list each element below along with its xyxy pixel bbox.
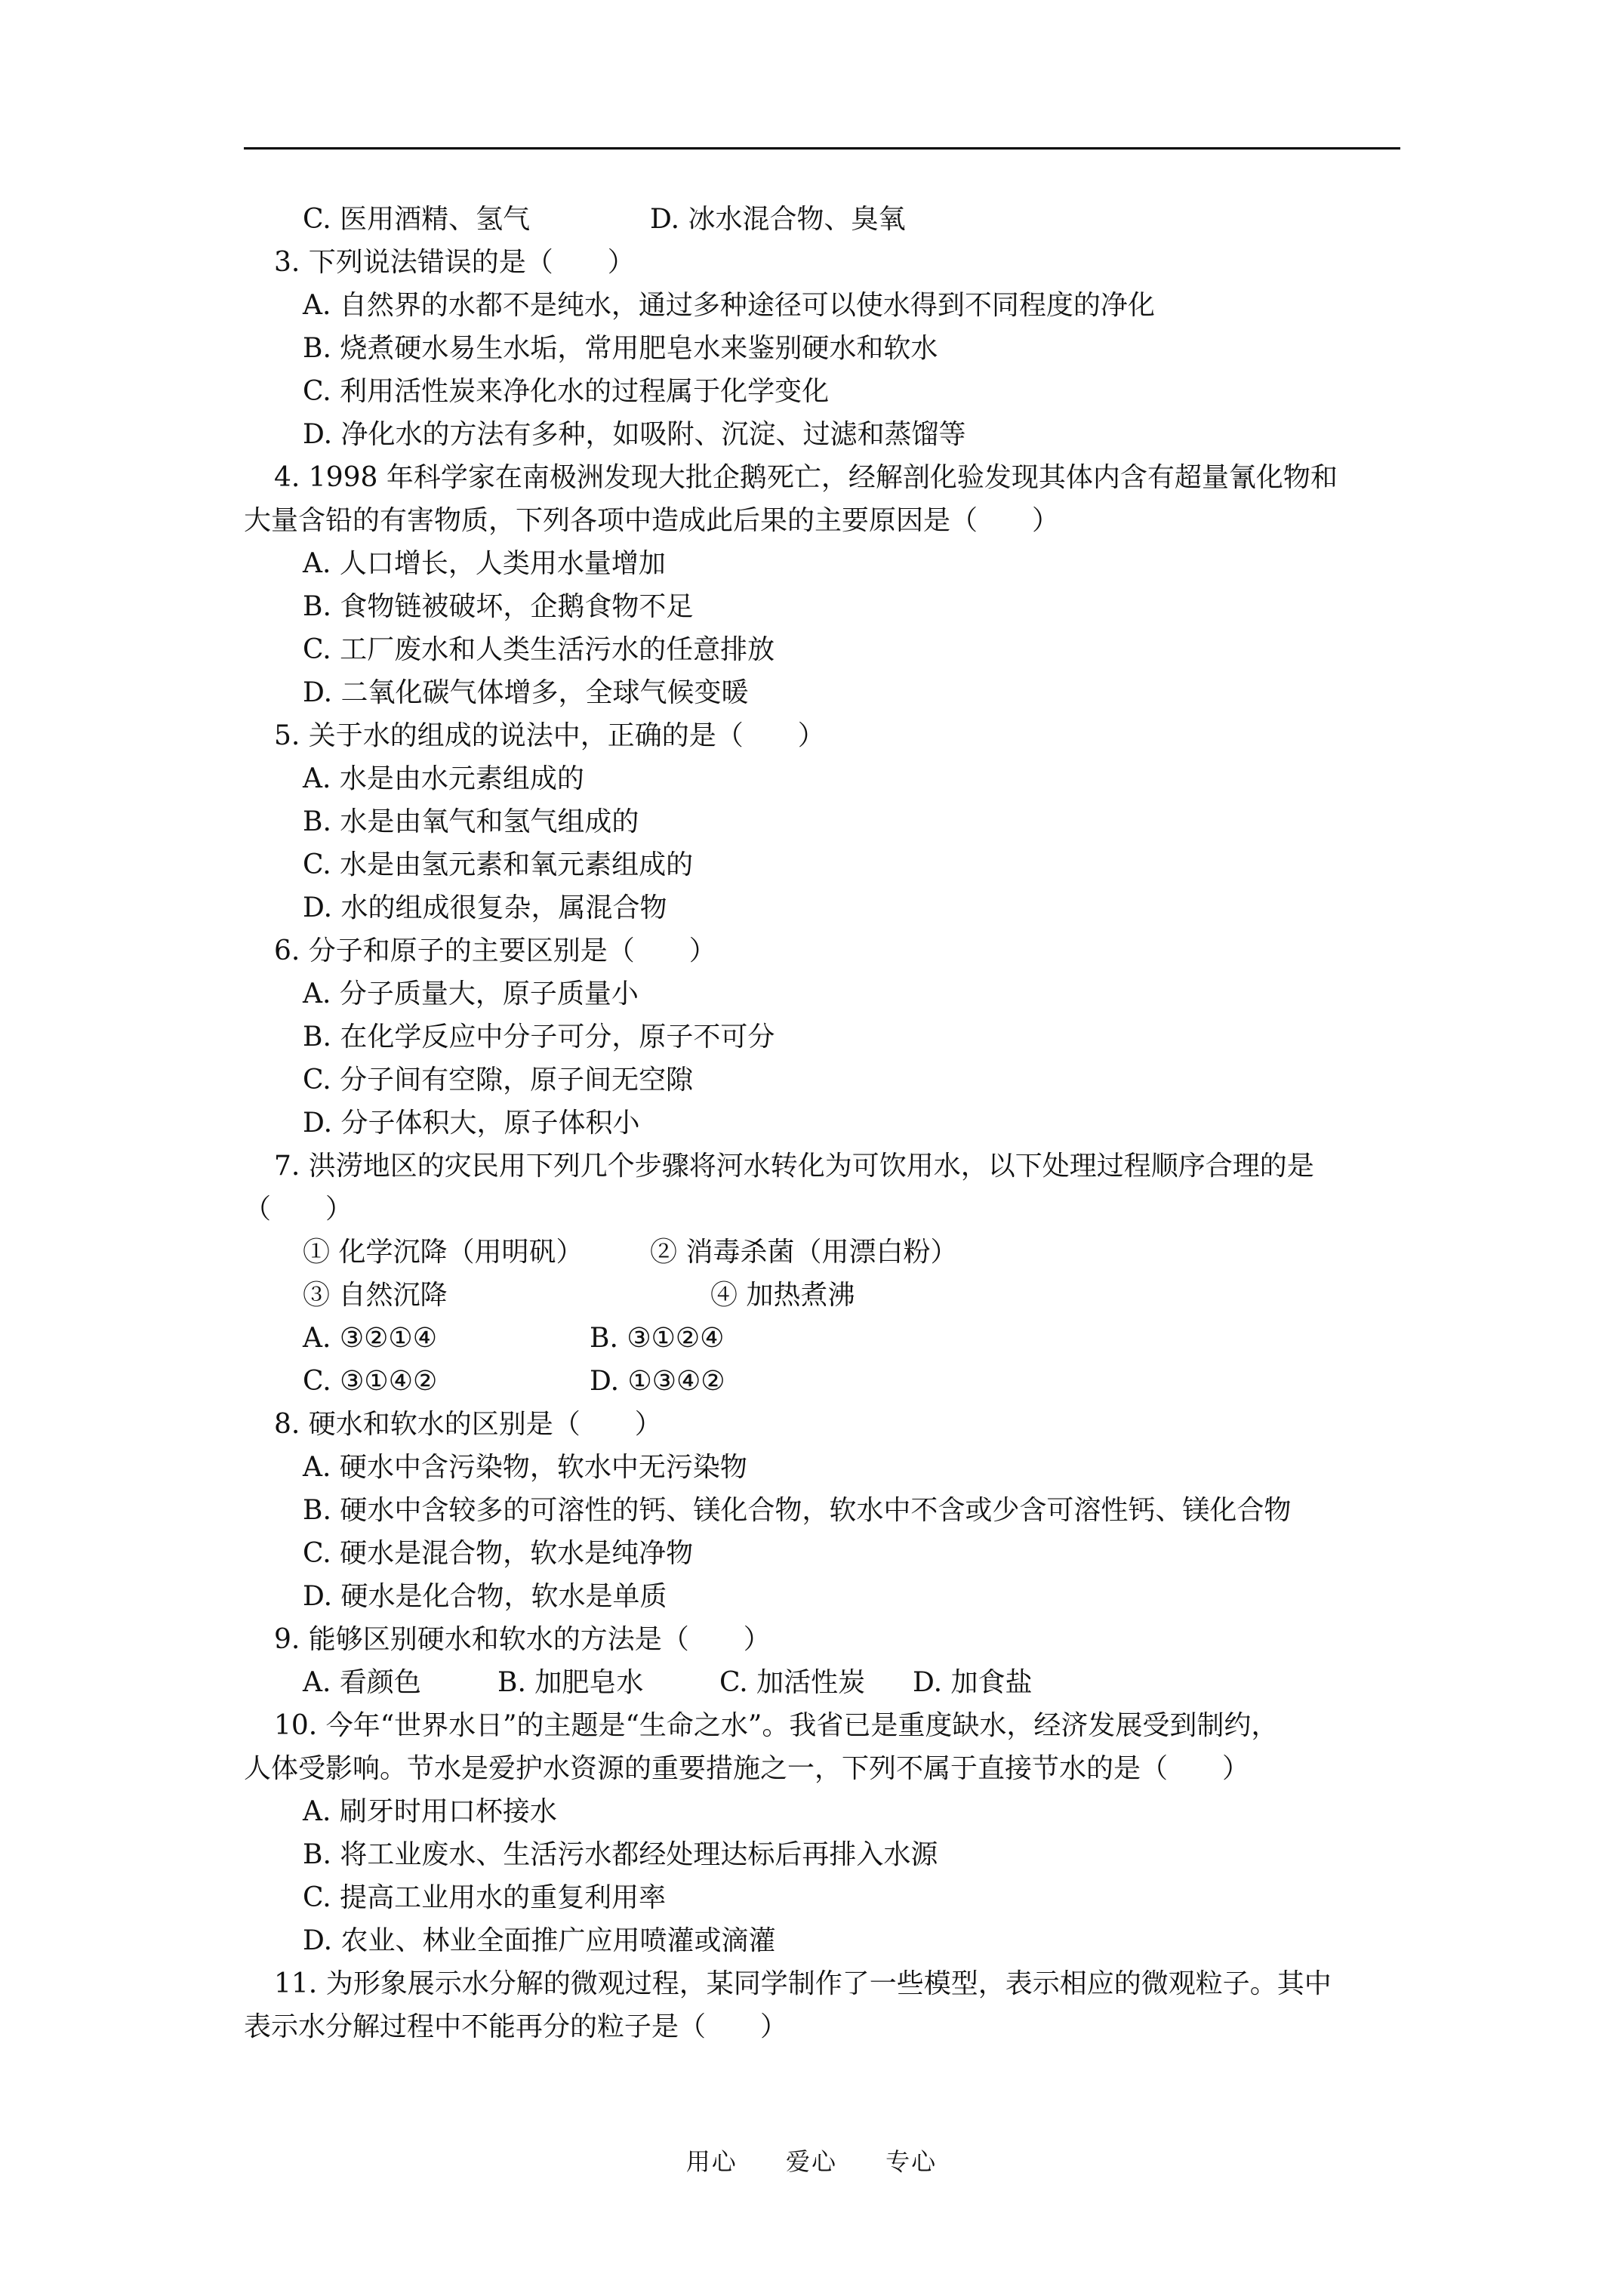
q11-stem-line2: 表示水分解过程中不能再分的粒子是（ ） [244, 2011, 788, 2042]
footer-word-3: 专心 [885, 2147, 938, 2176]
q7-option-c: C. ③①④② [303, 1366, 438, 1397]
q6-option-d: D. 分子体积大，原子体积小 [303, 1108, 640, 1139]
q7-stem-line2: （ ） [244, 1194, 353, 1225]
page-footer [0, 2143, 1623, 2177]
q8-option-c: C. 硬水是混合物，软水是纯净物 [303, 1538, 694, 1569]
q9-stem: 9. 能够区别硬水和软水的方法是（ ） [274, 1624, 771, 1655]
q7-stem-line1: 7. 洪涝地区的灾民用下列几个步骤将河水转化为可饮用水，以下处理过程顺序合理的是 [274, 1151, 1314, 1182]
q10-option-c: C. 提高工业用水的重复利用率 [303, 1882, 667, 1913]
q5-option-a: A. 水是由水元素组成的 [303, 763, 584, 794]
q10-stem-line1: 10. 今年“世界水日”的主题是“生命之水”。我省已是重度缺水，经济发展受到制约， [274, 1710, 1279, 1741]
q9-option-d: D. 加食盐 [913, 1667, 1033, 1698]
q8-option-b: B. 硬水中含较多的可溶性的钙、镁化合物，软水中不含或少含可溶性钙、镁化合物 [303, 1495, 1292, 1526]
q6-option-b: B. 在化学反应中分子可分，原子不可分 [303, 1022, 775, 1052]
q9-option-a: A. 看颜色 [303, 1667, 421, 1698]
question-sheet [244, 198, 1400, 2048]
footer-word-1: 用心 [685, 2147, 738, 2176]
q4-option-b: B. 食物链被破坏，企鹅食物不足 [303, 591, 694, 622]
q5-stem: 5. 关于水的组成的说法中，正确的是（ ） [274, 720, 825, 751]
q3-stem: 3. 下列说法错误的是（ ） [274, 247, 635, 278]
q6-option-c: C. 分子间有空隙，原子间无空隙 [303, 1065, 694, 1096]
q4-option-d: D. 二氧化碳气体增多，全球气候变暖 [303, 677, 749, 708]
q2-option-d: D. 冰水混合物、臭氧 [650, 204, 906, 235]
q10-option-d: D. 农业、林业全面推广应用喷灌或滴灌 [303, 1925, 776, 1956]
q5-option-d: D. 水的组成很复杂，属混合物 [303, 892, 667, 923]
q3-option-a: A. 自然界的水都不是纯水，通过多种途径可以使水得到不同程度的净化 [303, 290, 1155, 321]
header-rule [244, 147, 1400, 149]
q11-stem-line1: 11. 为形象展示水分解的微观过程，某同学制作了一些模型，表示相应的微观粒子。其中 [274, 1968, 1332, 1999]
q6-option-a: A. 分子质量大，原子质量小 [303, 978, 639, 1009]
q7-options-cd [244, 1360, 1400, 1403]
q3-option-d: D. 净化水的方法有多种，如吸附、沉淀、过滤和蒸馏等 [303, 419, 966, 450]
q7-step-3: ③ 自然沉降 [303, 1280, 448, 1311]
q2-option-c: C. 医用酒精、氢气 [303, 204, 531, 235]
q9-options [244, 1661, 1400, 1704]
footer-word-2: 爱心 [785, 2147, 837, 2176]
q6-stem: 6. 分子和原子的主要区别是（ ） [274, 935, 716, 966]
q8-stem: 8. 硬水和软水的区别是（ ） [274, 1409, 662, 1440]
q8-option-d: D. 硬水是化合物，软水是单质 [303, 1581, 667, 1612]
q7-step-1: ① 化学沉降（用明矾） [303, 1237, 584, 1268]
q7-steps-row1 [244, 1231, 1400, 1274]
q5-option-c: C. 水是由氢元素和氧元素组成的 [303, 849, 694, 880]
q4-option-c: C. 工厂废水和人类生活污水的任意排放 [303, 634, 775, 665]
q7-option-b: B. ③①②④ [590, 1323, 725, 1354]
q4-option-a: A. 人口增长，人类用水量增加 [303, 548, 666, 579]
q5-option-b: B. 水是由氧气和氢气组成的 [303, 806, 639, 837]
q7-option-d: D. ①③④② [590, 1366, 725, 1397]
q9-option-b: B. 加肥皂水 [497, 1667, 644, 1698]
q7-options-ab [244, 1317, 1400, 1360]
q3-option-c: C. 利用活性炭来净化水的过程属于化学变化 [303, 376, 830, 407]
q7-step-4: ④ 加热煮沸 [710, 1280, 855, 1311]
q10-stem-line2: 人体受影响。节水是爱护水资源的重要措施之一，下列不属于直接节水的是（ ） [244, 1753, 1250, 1784]
q10-option-b: B. 将工业废水、生活污水都经处理达标后再排入水源 [303, 1839, 938, 1870]
q4-stem-line1: 4. 1998 年科学家在南极洲发现大批企鹅死亡，经解剖化验发现其体内含有超量氰化物和 [274, 462, 1338, 493]
q2-options-cd [244, 198, 1400, 241]
q7-step-2: ② 消毒杀菌（用漂白粉） [650, 1237, 958, 1268]
q9-option-c: C. 加活性炭 [719, 1667, 866, 1698]
q10-option-a: A. 刷牙时用口杯接水 [303, 1796, 557, 1827]
q7-steps-row2 [244, 1274, 1400, 1317]
q4-stem-line2: 大量含铅的有害物质，下列各项中造成此后果的主要原因是（ ） [244, 505, 1060, 536]
q7-option-a: A. ③②①④ [303, 1323, 437, 1354]
q8-option-a: A. 硬水中含污染物，软水中无污染物 [303, 1452, 747, 1483]
q3-option-b: B. 烧煮硬水易生水垢，常用肥皂水来鉴别硬水和软水 [303, 333, 938, 364]
